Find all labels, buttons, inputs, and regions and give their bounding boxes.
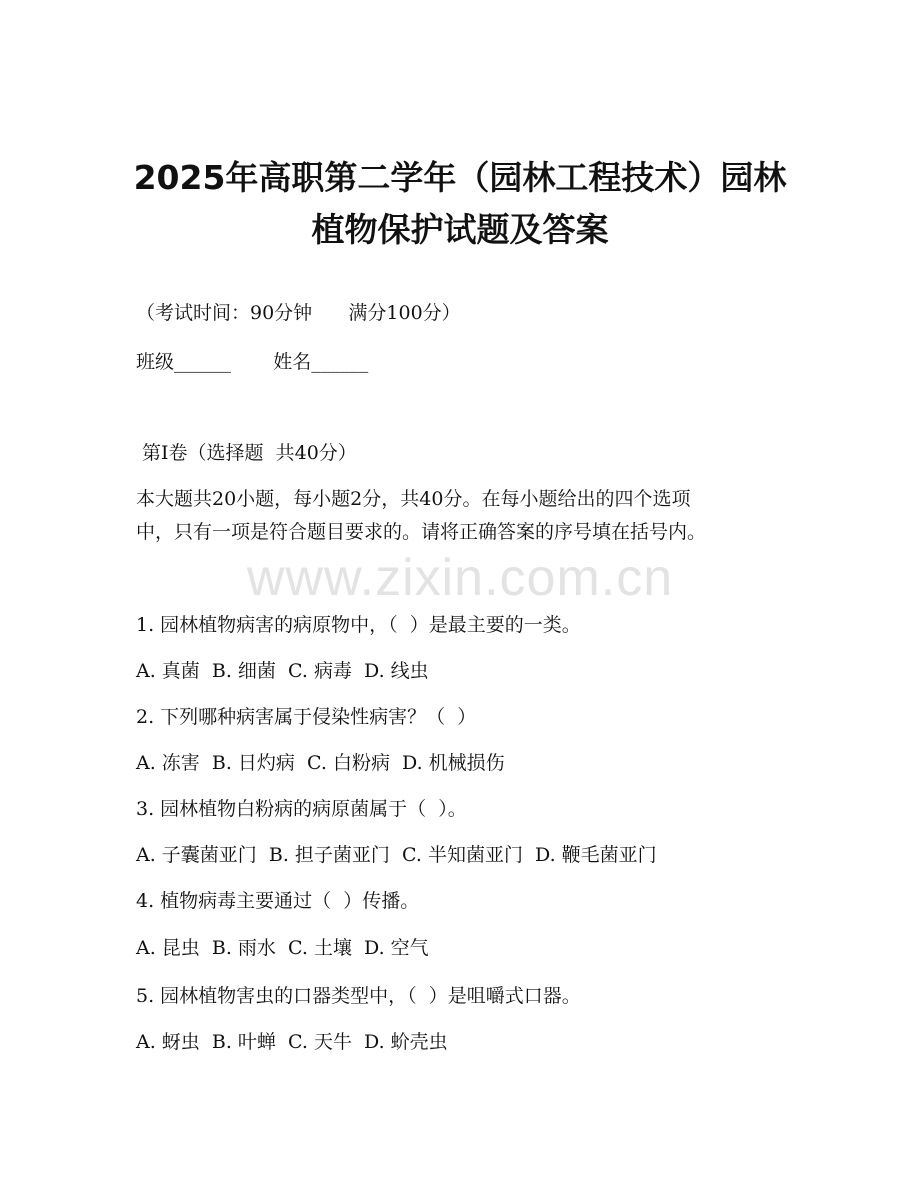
instructions-line-2: 中，只有一项是符合题目要求的。请将正确答案的序号填在括号内。 [136, 521, 707, 543]
instructions-line-1: 本大题共20小题，每小题2分，共40分。在每小题给出的四个选项 [136, 488, 691, 510]
section-heading: 第I卷（选择题 共40分） [136, 442, 357, 464]
question-3-options: A. 子囊菌亚门 B. 担子菌亚门 C. 半知菌亚门 D. 鞭毛菌亚门 [136, 844, 657, 866]
question-4-stem: 4. 植物病毒主要通过（ ）传播。 [136, 890, 420, 912]
class-name-fields: 班级______ 姓名______ [136, 351, 369, 373]
question-1-stem: 1. 园林植物病害的病原物中，（ ）是最主要的一类。 [136, 614, 581, 636]
question-5-options: A. 蚜虫 B. 叶蝉 C. 天牛 D. 蚧壳虫 [136, 1031, 448, 1053]
question-4-options: A. 昆虫 B. 雨水 C. 土壤 D. 空气 [136, 937, 429, 959]
document-title-line-1: 2025年高职第二学年（园林工程技术）园林 [133, 158, 787, 197]
watermark: www.zixin.com.cn [246, 549, 674, 607]
document-title-line-2: 植物保护试题及答案 [311, 210, 609, 249]
question-2-stem: 2. 下列哪种病害属于侵染性病害？（ ） [136, 706, 477, 728]
exam-info: （考试时间：90分钟 满分100分） [136, 302, 461, 324]
question-1-options: A. 真菌 B. 细菌 C. 病毒 D. 线虫 [136, 660, 429, 682]
question-3-stem: 3. 园林植物白粉病的病原菌属于（ ）。 [136, 798, 467, 820]
question-2-options: A. 冻害 B. 日灼病 C. 白粉病 D. 机械损伤 [136, 752, 505, 774]
question-5-stem: 5. 园林植物害虫的口器类型中，（ ）是咀嚼式口器。 [136, 985, 581, 1007]
